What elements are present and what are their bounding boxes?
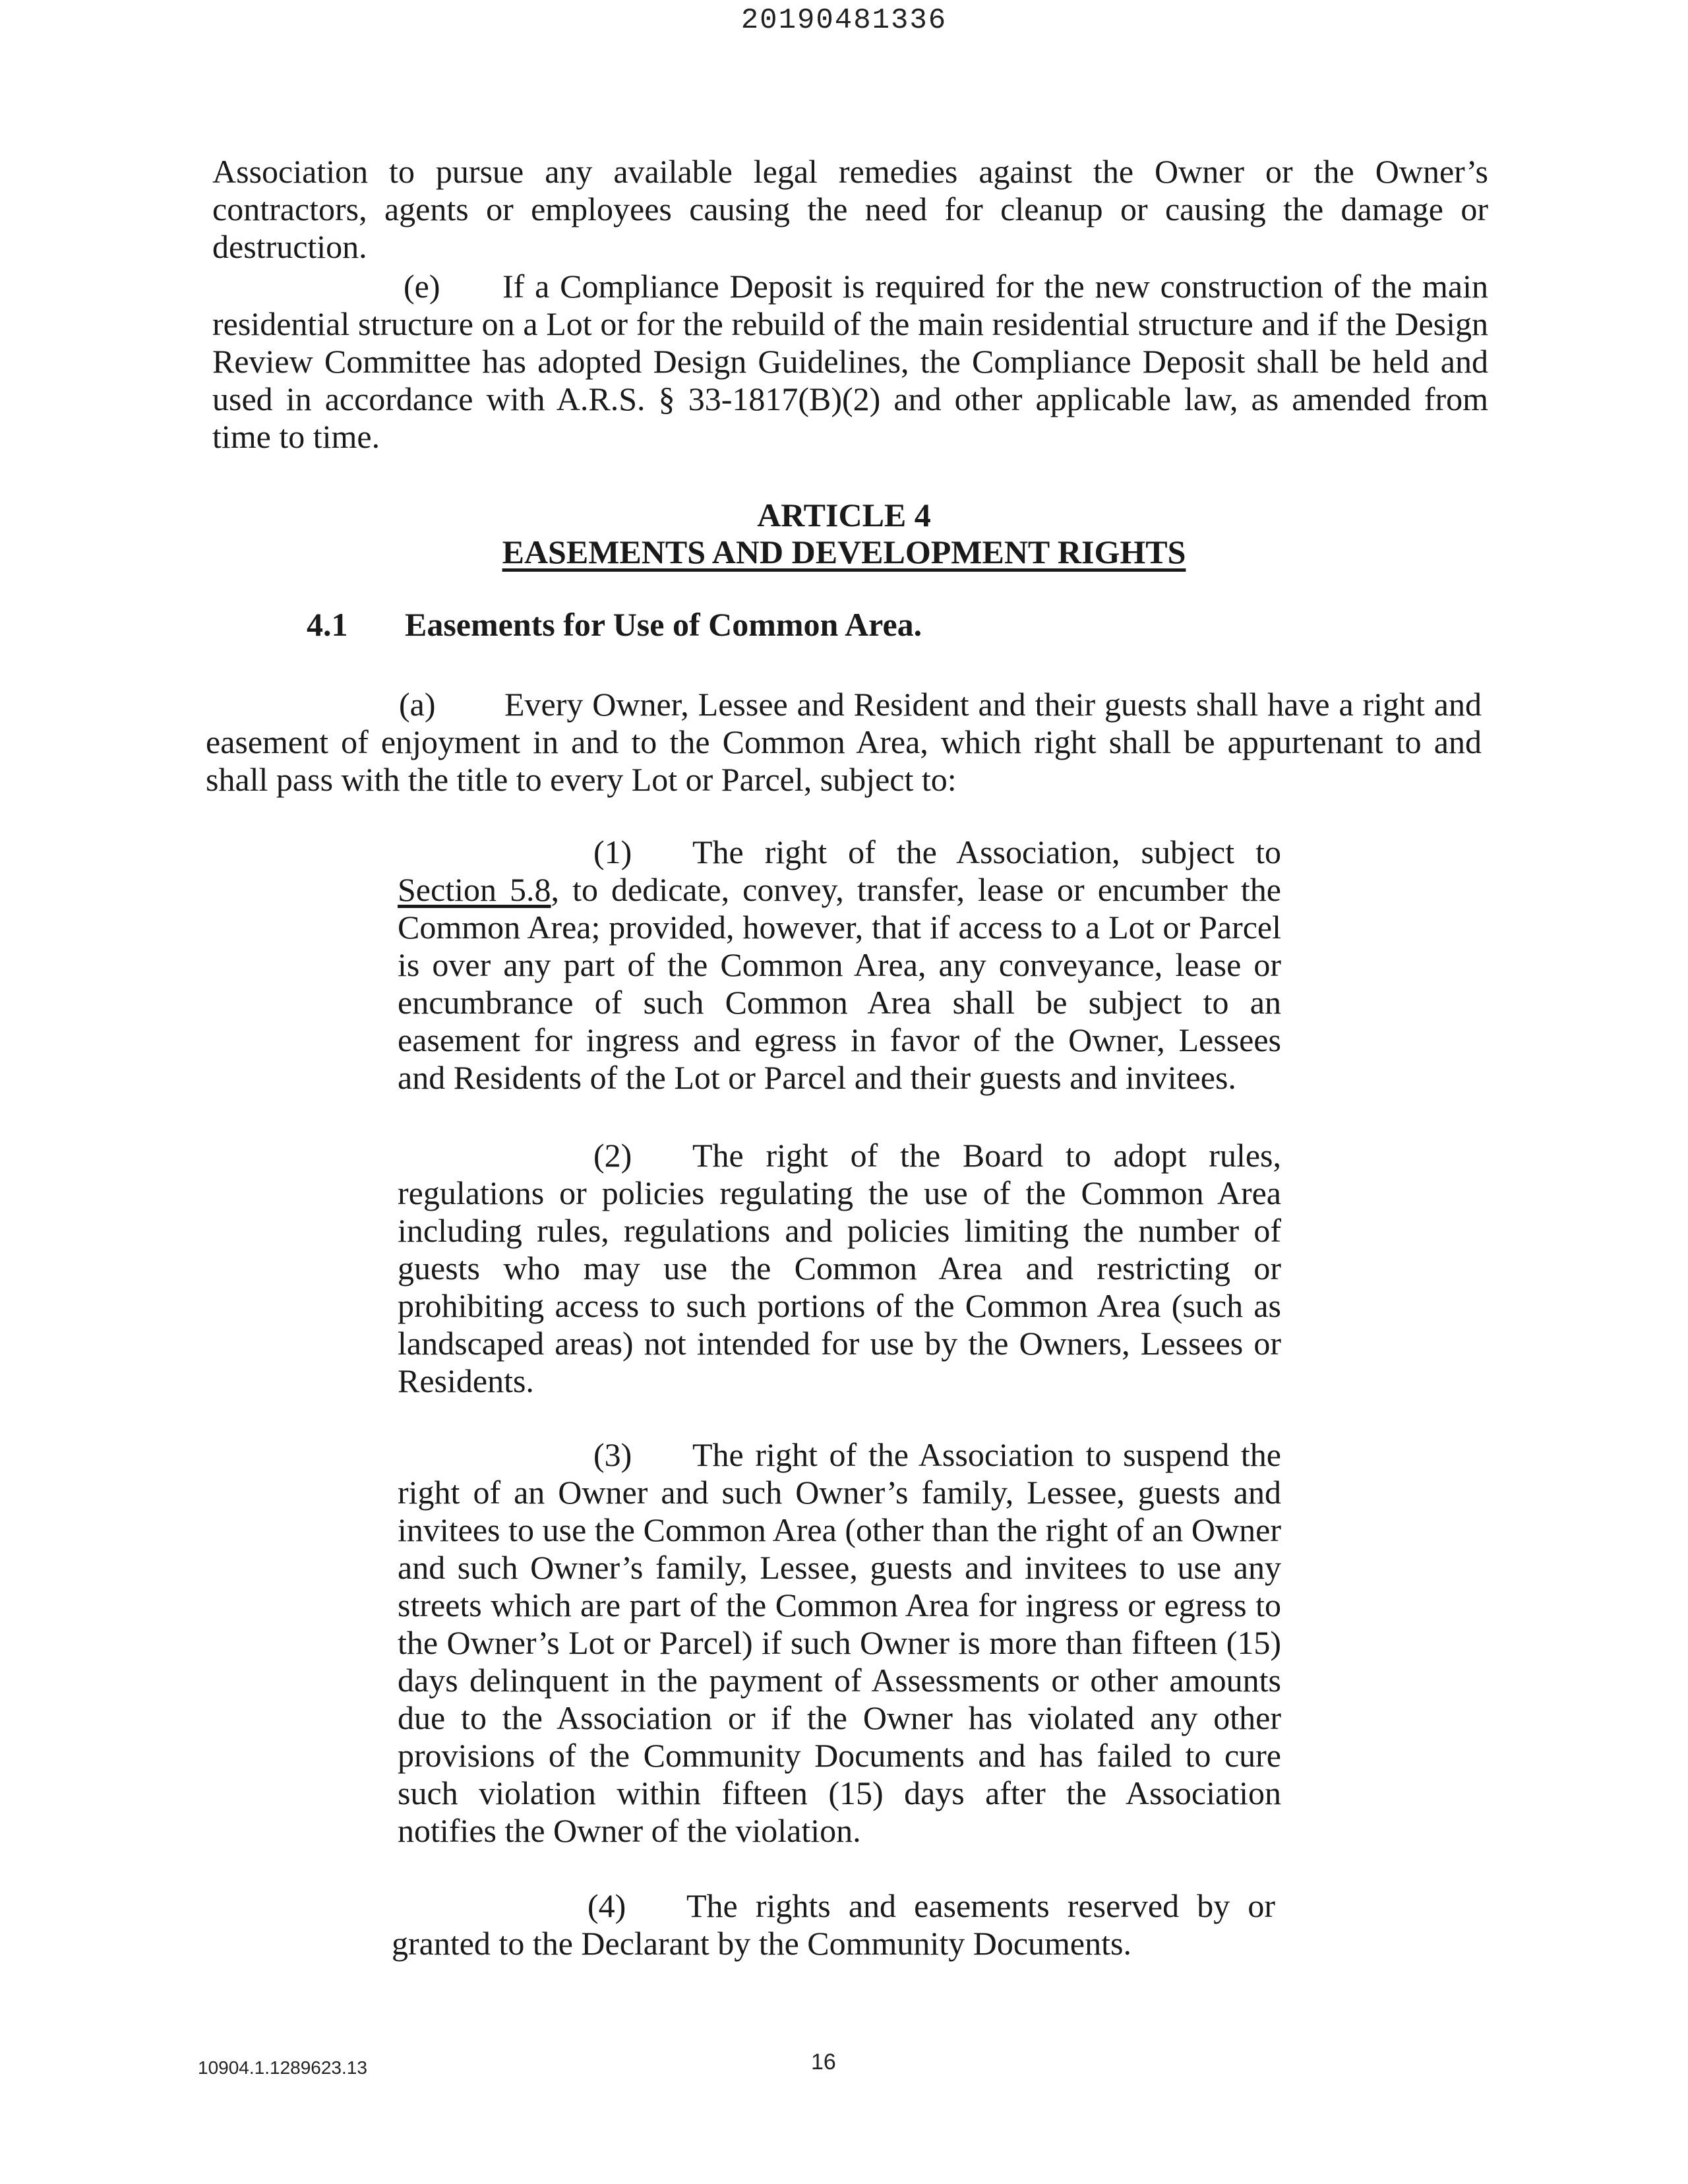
section-number: 4.1 (307, 606, 348, 643)
item-1-text-before: The right of the Association, subject to (692, 834, 1281, 870)
paragraph-e-text: If a Compliance Deposit is required for the new construction of the main residential structure on a Lot or for the rebuild of the main residential structure and if the Design Review Committee has adopted Design Guidelines, the Compliance Deposit shall be held and used in accordance with A.R.S. § 33-1817(B)(2) and other applicable law, as amended from time to time. (212, 268, 1488, 455)
article-number: ARTICLE 4 (757, 497, 931, 533)
item-3-label: (3) (593, 1436, 632, 1473)
item-1-label: (1) (593, 834, 632, 870)
section-5-8-reference: Section 5.8 (398, 871, 551, 908)
continuation-text: Association to pursue any available legal remedies against the Owner or the Owner’s contractors, agents or employees causing the need for cleanup or causing the damage or destruction. (212, 153, 1488, 265)
article-title: EASEMENTS AND DEVELOPMENT RIGHTS (502, 533, 1186, 570)
continuation-paragraph (212, 153, 1488, 266)
item-4 (392, 1887, 1275, 1962)
section-title: Easements for Use of Common Area. (405, 606, 922, 643)
paragraph-e-label: (e) (404, 268, 440, 305)
footer-document-id: 10904.1.1289623.13 (198, 2057, 367, 2078)
item-2-text: The right of the Board to adopt rules, regulations or policies regulating the use of the Common Area including rules, regulations and policies limiting the number of guests who may use the Common Area and restricting or prohibiting access to such portions of the Common Area (such as landscaped areas) not intended for use by the Owners, Lessees or Residents. (398, 1137, 1281, 1399)
paragraph-a (206, 686, 1482, 799)
recording-number: 20190481336 (740, 4, 948, 37)
item-3-text: The right of the Association to suspend the right of an Owner and such Owner’s family, Lessee, guests and invitees to use the Common Area (other than the right of an Owner and such Owner’s family, Lessee, guests and invitees to use any streets which are part of the Common Area for ingress or egress to the Owner’s Lot or Parcel) if such Owner is more than fifteen (15) days delinquent in the payment of Assessments or other amounts due to the Association or if the Owner has violated any other provisions of the Community Documents and has failed to cure such violation within fifteen (15) days after the Association notifies the Owner of the violation. (398, 1436, 1281, 1849)
paragraph-e (212, 268, 1488, 456)
item-1 (398, 834, 1281, 1097)
item-1-text-after: , to dedicate, convey, transfer, lease or encumber the Common Area; provided, however, that if access to a Lot or Parcel is over any part of the Common Area, any conveyance, lease or encumbrance of such Common Area shall be subject to an easement for ingress and egress in favor of the Owner, Lessees and Residents of the Lot or Parcel and their guests and invitees. (398, 871, 1281, 1096)
item-4-text: The rights and easements reserved by or granted to the Declarant by the Community Documents. (392, 1887, 1275, 1962)
item-2-label: (2) (593, 1137, 632, 1174)
item-4-label: (4) (588, 1887, 626, 1924)
item-2 (398, 1137, 1281, 1400)
paragraph-a-text: Every Owner, Lessee and Resident and their guests shall have a right and easement of enjoyment in and to the Common Area, which right shall be appurtenant to and shall pass with the title to every Lot or Parcel, subject to: (206, 686, 1482, 798)
item-3 (398, 1436, 1281, 1850)
page-number: 16 (811, 2049, 836, 2075)
paragraph-a-label: (a) (399, 686, 436, 723)
